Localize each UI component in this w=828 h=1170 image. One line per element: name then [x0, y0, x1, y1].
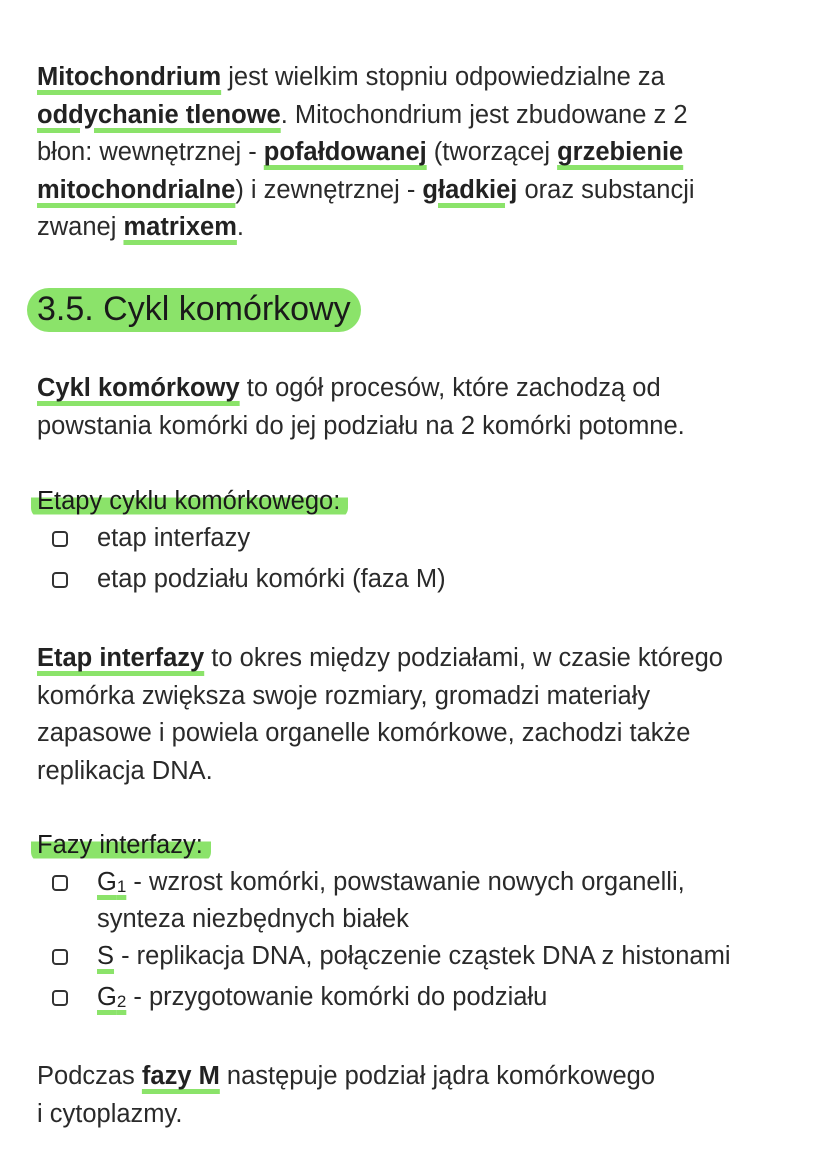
section-heading: 3.5. Cykl komórkowy	[27, 288, 361, 332]
document-page: Mitochondrium jest wielkim stopniu odpowiedzialne za oddychanie tlenowe. Mitochondrium jest zbudowane z 2 błon: wewnętrznej - pofałdowanej (tworzącej grzebienie mitochondrialne) i zewnętrznej - gładkiej oraz substancji zwanej matrixem. 3.5. Cykl komórkowy Cykl komórkowy to ogół procesów, które zachodzą od powstania komórki do jej podziału na 2 komórki potomne. Etapy cyklu komórkowego: etap interfazy etap podziału komórki (faza M) Etap interfazy to okres między podziałami, w czasie którego komórka zwiększa swoje rozmiary, gromadzi materiały zapasowe i powiela organelle komórkowe, zachodzi także replikacja DNA. Fazy interfazy: $G_1$ - wzrost komórki, powstawanie nowych organelli, synteza niezbędnych białek S - replikacja DNA, połączenie cząstek DNA z histonami $G_2$ - przygotowanie komórki do podziału Podczas fazy M następuje podział jądra komórkowego i cytoplazmy.	[0, 0, 828, 1170]
paragraph-line: Etap interfazy to okres między podziałami, w czasie którego	[37, 644, 723, 672]
paragraph-line: komórka zwiększa swoje rozmiary, gromadzi materiały	[37, 681, 651, 710]
paragraph-line: Mitochondrium jest wielkim stopniu odpowiedzialne za	[37, 63, 665, 91]
phases-heading: Fazy interfazy:	[31, 828, 211, 862]
paragraph-line: powstania komórki do jej podziału na 2 komórki potomne.	[37, 411, 685, 440]
term-mitochondrium: Mitochondrium	[37, 63, 222, 91]
cell-cycle-definition	[37, 370, 797, 445]
term-mitochondrialne: mitochondrialne	[37, 175, 236, 204]
paragraph-line: zapasowe i powiela organelle komórkowe, zachodzi także	[37, 719, 691, 747]
phase-s-label: S	[97, 942, 115, 970]
term-grzebienie: grzebienie	[557, 138, 684, 166]
phase-g1-label: $G_1$	[97, 868, 127, 896]
paragraph-line: Cykl komórkowy to ogół procesów, które zachodzą od	[37, 374, 661, 402]
m-phase-paragraph	[37, 1058, 797, 1133]
term-matrixem: matrixem	[123, 213, 237, 241]
square-bullet-icon	[52, 531, 68, 547]
phase-g2-label: $G_2$	[97, 983, 127, 1011]
term-oddychanie-tlenowe: oddychanie tlenowe	[37, 100, 281, 129]
paragraph-line: Podczas fazy M następuje podział jądra komórkowego	[37, 1062, 656, 1090]
interphase-definition	[37, 640, 797, 790]
term-gladkiej: gładkiej	[422, 175, 518, 204]
paragraph-line: mitochondrialne) i zewnętrznej - gładkiej oraz substancji	[37, 175, 695, 204]
square-bullet-icon	[52, 875, 68, 891]
term-cykl-komorkowy: Cykl komórkowy	[37, 374, 240, 402]
mitochondrium-paragraph	[37, 59, 797, 247]
square-bullet-icon	[52, 990, 68, 1006]
paragraph-line: oddychanie tlenowe. Mitochondrium jest zbudowane z 2	[37, 100, 688, 129]
term-etap-interfazy: Etap interfazy	[37, 644, 205, 672]
paragraph-line: zwanej matrixem.	[37, 213, 244, 241]
paragraph-line: błon: wewnętrznej - pofałdowanej (tworzącej grzebienie	[37, 138, 684, 166]
term-pofaldowanej: pofałdowanej	[263, 138, 427, 166]
stages-heading: Etapy cyklu komórkowego:	[31, 484, 348, 518]
term-fazy-m: fazy M	[141, 1062, 220, 1090]
paragraph-line: i cytoplazmy.	[37, 1099, 183, 1128]
paragraph-line: replikacja DNA.	[37, 756, 213, 785]
square-bullet-icon	[52, 572, 68, 588]
square-bullet-icon	[52, 949, 68, 965]
